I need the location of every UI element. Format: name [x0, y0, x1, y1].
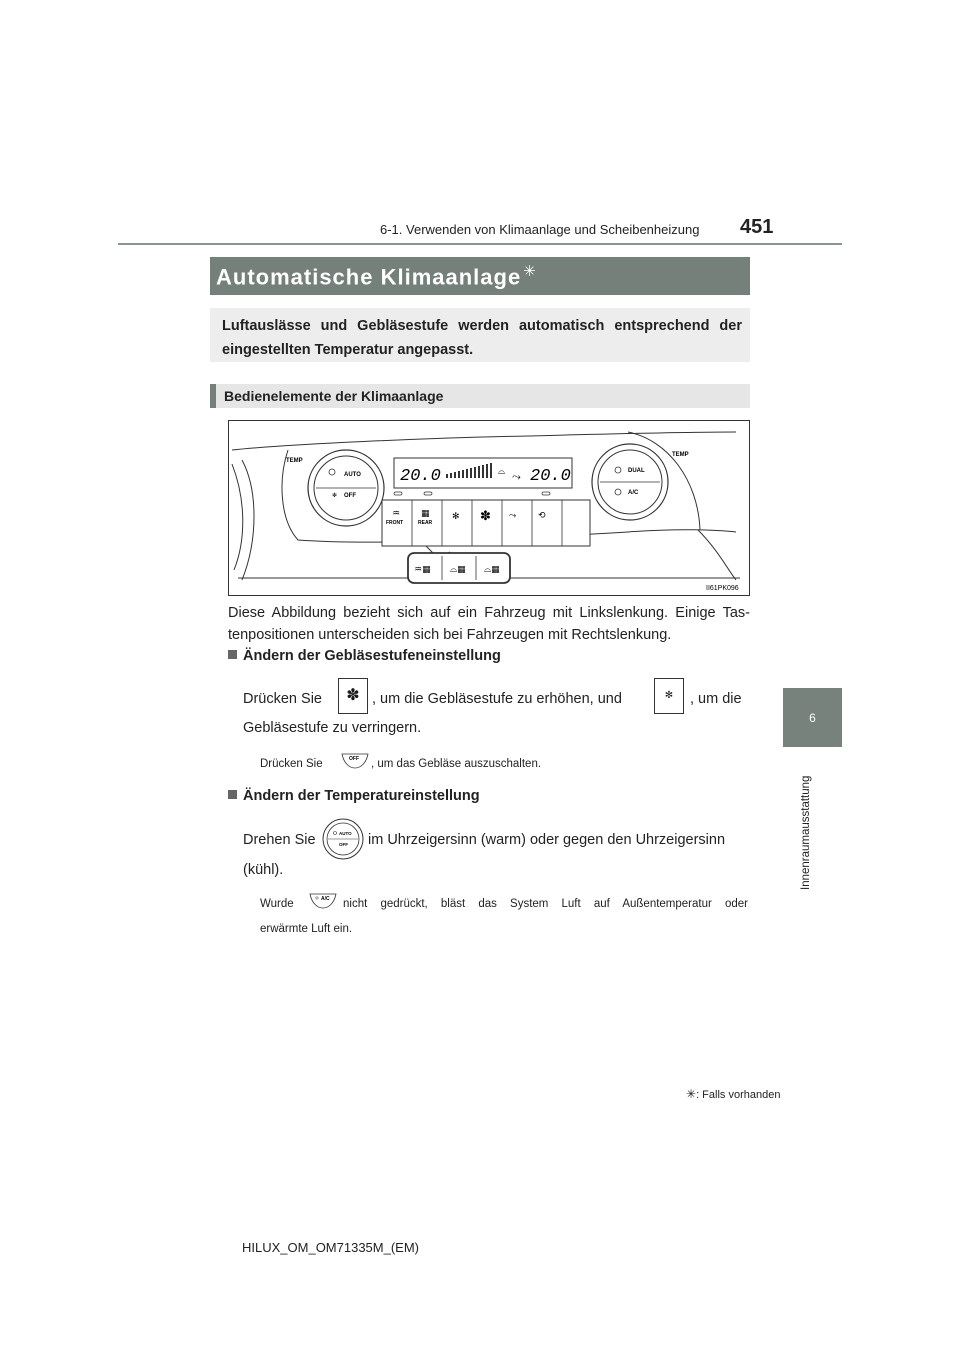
- chapter-tab: 6: [783, 688, 842, 747]
- footnote-text: : Falls vorhanden: [696, 1089, 781, 1101]
- fan-note-a: Drücken Sie: [260, 758, 323, 770]
- fan-section-heading: [228, 648, 501, 664]
- figure-note: Diese Abbildung bezieht sich auf ein Fahrzeug mit Linkslenkung. Einige Tas-tenpositionen unterscheiden sich bei Fahrzeugen mit Rechtslenkung.: [228, 605, 750, 643]
- ac-button-label: A/C: [321, 896, 330, 902]
- figure-code: II61PK096: [706, 585, 739, 592]
- temp-note-c: erwärmte Luft ein.: [260, 923, 353, 935]
- page-number: 451: [740, 216, 774, 238]
- temp-note-b: nicht gedrückt, bläst das System Luft auf Außentemperatur oder: [343, 898, 748, 910]
- fan-up-button-icon: ✽: [338, 678, 368, 714]
- off-button-label: OFF: [349, 756, 359, 762]
- bullet-square-icon: [228, 650, 237, 659]
- chapter-label: Innenraumausstattung: [800, 775, 812, 890]
- fan-up-icon: ✽: [480, 509, 491, 524]
- page-title: [216, 262, 537, 290]
- defog-combo-icon: ♒▦: [414, 565, 431, 575]
- section-header: 6-1. Verwenden von Klimaanlage und Scheibenheizung: [380, 222, 700, 237]
- airflow-person-icon: ⤳: [512, 470, 521, 483]
- temp-section-heading: [228, 788, 480, 804]
- fan-text-1a: Drücken Sie: [243, 691, 322, 707]
- display-temp-right: 20.0: [530, 467, 571, 486]
- windshield-icon: ⌓: [498, 467, 506, 477]
- footnote: [686, 1087, 780, 1101]
- rear-label: REAR: [418, 520, 433, 526]
- intro-text: Luftauslässe und Gebläsestufe werden automatisch entsprechend der eingestellten Temperatur angepasst.: [222, 318, 742, 358]
- ac-button-icon: [308, 892, 338, 910]
- temp-text-1a: Drehen Sie: [243, 832, 316, 848]
- document-code: HILUX_OM_OM71335M_(EM): [242, 1240, 419, 1255]
- subheading: Bedienelemente der Klimaanlage: [224, 388, 444, 404]
- header-divider: [118, 243, 842, 245]
- climate-panel-figure: [228, 420, 750, 596]
- temp-right-label: TEMP: [672, 452, 689, 458]
- temp-text-1b: im Uhrzeigersinn (warm) oder gegen den Uhrzeigersinn: [368, 832, 726, 848]
- ac-label: A/C: [628, 490, 639, 496]
- auto-label: AUTO: [344, 472, 361, 478]
- front-defog-icon: ♒: [392, 509, 401, 519]
- front-label: FRONT: [386, 520, 404, 526]
- temperature-knob-icon: [322, 818, 364, 860]
- fan-text-1b: , um die Gebläsestufe zu erhöhen, und: [372, 691, 622, 707]
- fan-down-button-icon: ✻: [654, 678, 684, 714]
- off-button-icon: [340, 752, 370, 770]
- wiper-defog-icon: ⌓▦: [450, 565, 466, 575]
- fan-small-icon: ✻: [332, 493, 338, 499]
- asterisk-icon: ✳: [686, 1087, 697, 1101]
- mode-icon: ⤳: [509, 511, 517, 521]
- off-label: OFF: [344, 493, 356, 499]
- fan-note-b: , um das Gebläse auszuschalten.: [371, 758, 542, 770]
- fan-section-heading-text: Ändern der Gebläsestufeneinstellung: [243, 648, 501, 664]
- recirculation-icon: ⟲: [538, 511, 546, 521]
- fan-text-2: Gebläsestufe zu verringern.: [243, 720, 422, 736]
- temp-section-heading-text: Ändern der Temperatureinstellung: [243, 788, 480, 804]
- fan-down-icon: ✻: [452, 512, 460, 522]
- mirror-defog-icon: ⌓▦: [484, 565, 500, 575]
- temp-left-label: TEMP: [286, 458, 303, 464]
- fan-text-1c: , um die: [690, 691, 742, 707]
- dual-label: DUAL: [628, 468, 645, 474]
- display-temp-left: 20.0: [400, 467, 441, 486]
- asterisk-icon: ✳: [523, 263, 537, 280]
- page-title-text: Automatische Klimaanlage: [216, 264, 522, 290]
- knob-off-label: OFF: [339, 842, 348, 847]
- rear-defog-icon: ▦: [421, 509, 430, 519]
- temp-note-a: Wurde: [260, 898, 294, 910]
- bullet-square-icon: [228, 790, 237, 799]
- temp-text-2: (kühl).: [243, 862, 284, 878]
- knob-auto-label: AUTO: [339, 831, 352, 836]
